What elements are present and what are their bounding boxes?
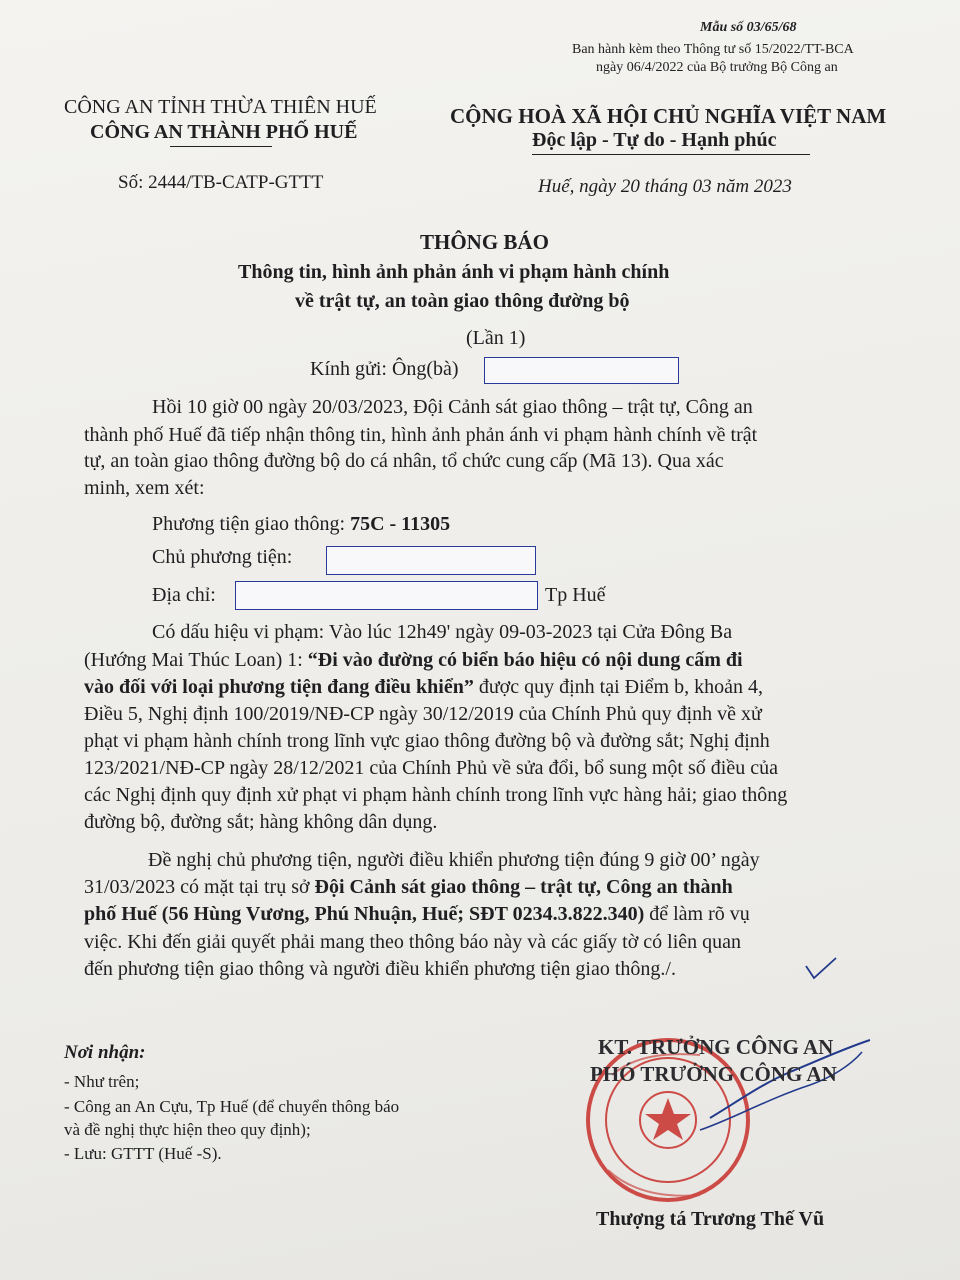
violation-regulation-text: được quy định tại Điểm b, khoản 4,	[473, 676, 763, 698]
intro-line-4: minh, xem xét:	[84, 477, 205, 499]
subtitle-line-2: về trật tự, an toàn giao thông đường bộ	[295, 290, 630, 312]
request-line-5: đến phương tiện giao thông và người điều khiển phương tiện giao thông./.	[84, 958, 676, 980]
violation-line-4: Điều 5, Nghị định 100/2019/NĐ-CP ngày 30/12/2019 của Chính Phủ quy định về xử	[84, 703, 762, 725]
notice-instance: (Lần 1)	[466, 327, 526, 349]
recipient-item: và đề nghị thực hiện theo quy định);	[64, 1120, 311, 1139]
nation-heading: CỘNG HOÀ XÃ HỘI CHỦ NGHĨA VIỆT NAM	[450, 104, 887, 128]
form-issuance-line-1: Ban hành kèm theo Thông tư số 15/2022/TT-BCA	[572, 42, 854, 57]
violation-line-5: phạt vi phạm hành chính trong lĩnh vực giao thông đường bộ và đường sắt; Nghị định	[84, 730, 770, 752]
agency-name: CÔNG AN THÀNH PHỐ HUẾ	[90, 121, 358, 143]
request-line-4: việc. Khi đến giải quyết phải mang theo thông báo này và các giấy tờ có liên quan	[84, 931, 742, 953]
violation-line-7: các Nghị định quy định xử phạt vi phạm hành chính trong lĩnh vực hàng hải; giao thông	[84, 784, 788, 806]
signer-name: Thượng tá Trương Thế Vũ	[596, 1208, 825, 1230]
subtitle-line-1: Thông tin, hình ảnh phản ánh vi phạm hành chính	[238, 261, 670, 283]
recipient-item: - Lưu: GTTT (Huế -S).	[64, 1144, 222, 1163]
intro-line-3: tự, an toàn giao thông đường bộ do cá nhân, tổ chức cung cấp (Mã 13). Qua xác	[84, 450, 724, 472]
request-office-start: Đội Cảnh sát giao thông – trật tự, Công an thành	[314, 876, 733, 898]
form-issuance-line-2: ngày 06/4/2022 của Bộ trưởng Bộ Công an	[596, 60, 838, 75]
signature-title-line-1: KT. TRƯỞNG CÔNG AN	[598, 1035, 834, 1059]
recipients-heading: Nơi nhận:	[64, 1042, 146, 1063]
request-office-address: phố Huế (56 Hùng Vương, Phú Nhuận, Huế; SĐT 0234.3.822.340)	[84, 903, 645, 925]
document-title: THÔNG BÁO	[420, 230, 549, 254]
national-motto: Độc lập - Tự do - Hạnh phúc	[532, 129, 777, 151]
addressee-label: Kính gửi: Ông(bà)	[310, 358, 459, 380]
intro-line-1: Hồi 10 giờ 00 ngày 20/03/2023, Đội Cảnh sát giao thông – trật tự, Công an	[152, 396, 753, 418]
request-purpose-text: để làm rõ vụ	[644, 903, 750, 925]
vehicle-label: Phương tiện giao thông:	[152, 513, 351, 535]
owner-label: Chủ phương tiện:	[152, 546, 293, 568]
agency-parent: CÔNG AN TỈNH THỪA THIÊN HUẾ	[64, 96, 377, 118]
violation-line-8: đường bộ, đường sắt; hàng không dân dụng.	[84, 811, 438, 833]
violation-quote-end: vào đối với loại phương tiện đang điều khiển”	[84, 676, 474, 698]
recipient-item: - Như trên;	[64, 1072, 140, 1091]
violation-line-6: 123/2021/NĐ-CP ngày 28/12/2021 của Chính Phủ về sửa đổi, bổ sung một số điều của	[84, 757, 778, 779]
address-label: Địa chỉ:	[152, 584, 216, 606]
request-line-1: Đề nghị chủ phương tiện, người điều khiển phương tiện đúng 9 giờ 00’ ngày	[148, 849, 760, 871]
violation-line-1: Có dấu hiệu vi phạm: Vào lúc 12h49' ngày 09-03-2023 tại Cửa Đông Ba	[152, 621, 733, 643]
violation-location-text: (Hướng Mai Thúc Loan) 1:	[84, 649, 308, 671]
form-code: Mẫu số 03/65/68	[700, 20, 797, 35]
place-date: Huế, ngày 20 tháng 03 năm 2023	[538, 176, 792, 197]
document-number: Số: 2444/TB-CATP-GTTT	[118, 172, 324, 193]
recipient-item: - Công an An Cựu, Tp Huế (để chuyển thông báo	[64, 1097, 400, 1116]
request-date-text: 31/03/2023 có mặt tại trụ sở	[84, 876, 315, 898]
intro-line-2: thành phố Huế đã tiếp nhận thông tin, hình ảnh phản ánh vi phạm hành chính về trật	[84, 424, 758, 446]
violation-quote-start: “Đi vào đường có biển báo hiệu có nội dung cấm đi	[307, 649, 743, 671]
signature-title-line-2: PHÓ TRƯỞNG CÔNG AN	[590, 1062, 837, 1086]
address-city: Tp Huế	[545, 584, 606, 606]
vehicle-plate: 75C - 11305	[350, 513, 451, 535]
